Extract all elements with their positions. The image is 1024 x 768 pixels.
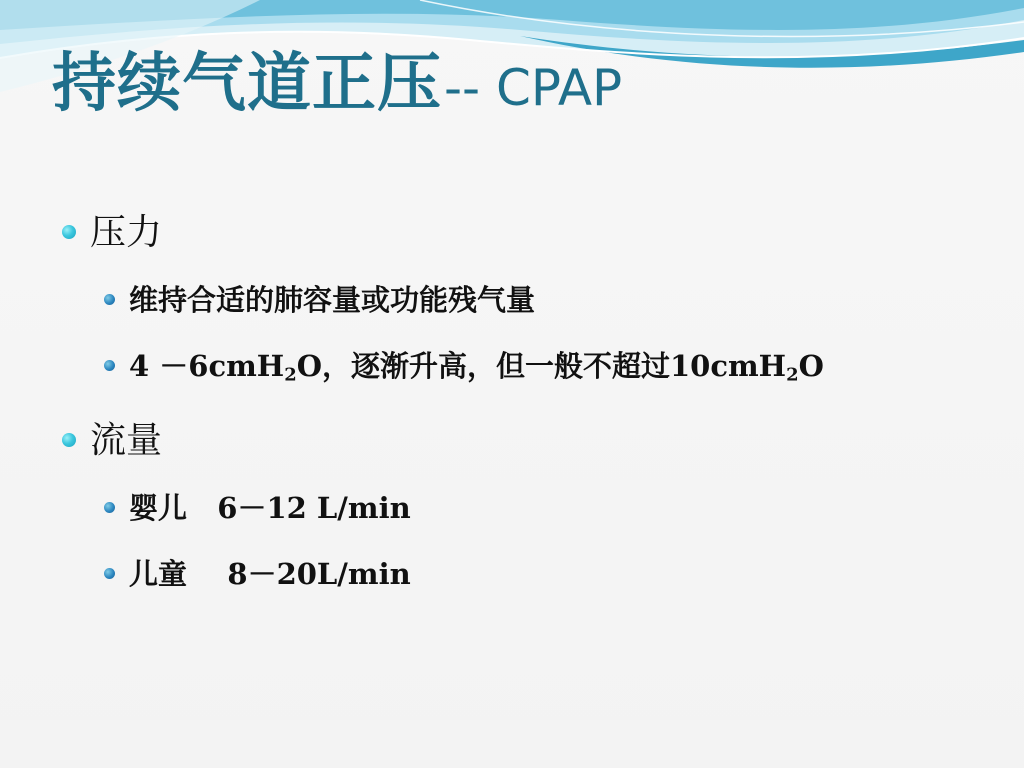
- bullet-item-text-part1: 4 －6cmH: [129, 349, 285, 383]
- bullet-dot-icon: [104, 502, 115, 513]
- subscript: 2: [284, 364, 297, 386]
- subscript: 2: [786, 364, 799, 386]
- bullet-item-text: 维持合适的肺容量或功能残气量: [129, 283, 536, 317]
- bullet-item-text-part3: O: [798, 349, 824, 383]
- bullet-pressure-item-1: [104, 278, 535, 319]
- bullet-label: 流量: [90, 420, 163, 461]
- bullet-dot-icon: [104, 568, 115, 579]
- bullet-flow-item-1: [104, 486, 411, 527]
- bullet-item-text: 儿童 8－20L/min: [129, 557, 411, 591]
- bullet-item-text: 婴儿 6－12 L/min: [129, 491, 411, 525]
- bullet-pressure: [62, 204, 162, 255]
- bullet-flow: [62, 412, 162, 463]
- bullet-dot-icon: [62, 225, 76, 239]
- bullet-item-text-part2: O，逐渐升高，但一般不超过10cmH: [296, 349, 787, 383]
- bullet-label: 压力: [90, 212, 163, 253]
- bullet-dot-icon: [104, 294, 115, 305]
- title-chinese: 持续气道正压: [52, 47, 442, 121]
- bullet-pressure-item-2: [104, 344, 824, 385]
- bullet-dot-icon: [62, 433, 76, 447]
- bullet-flow-item-2: [104, 552, 411, 593]
- bullet-dot-icon: [104, 360, 115, 371]
- title-english: -- CPAP: [444, 59, 623, 117]
